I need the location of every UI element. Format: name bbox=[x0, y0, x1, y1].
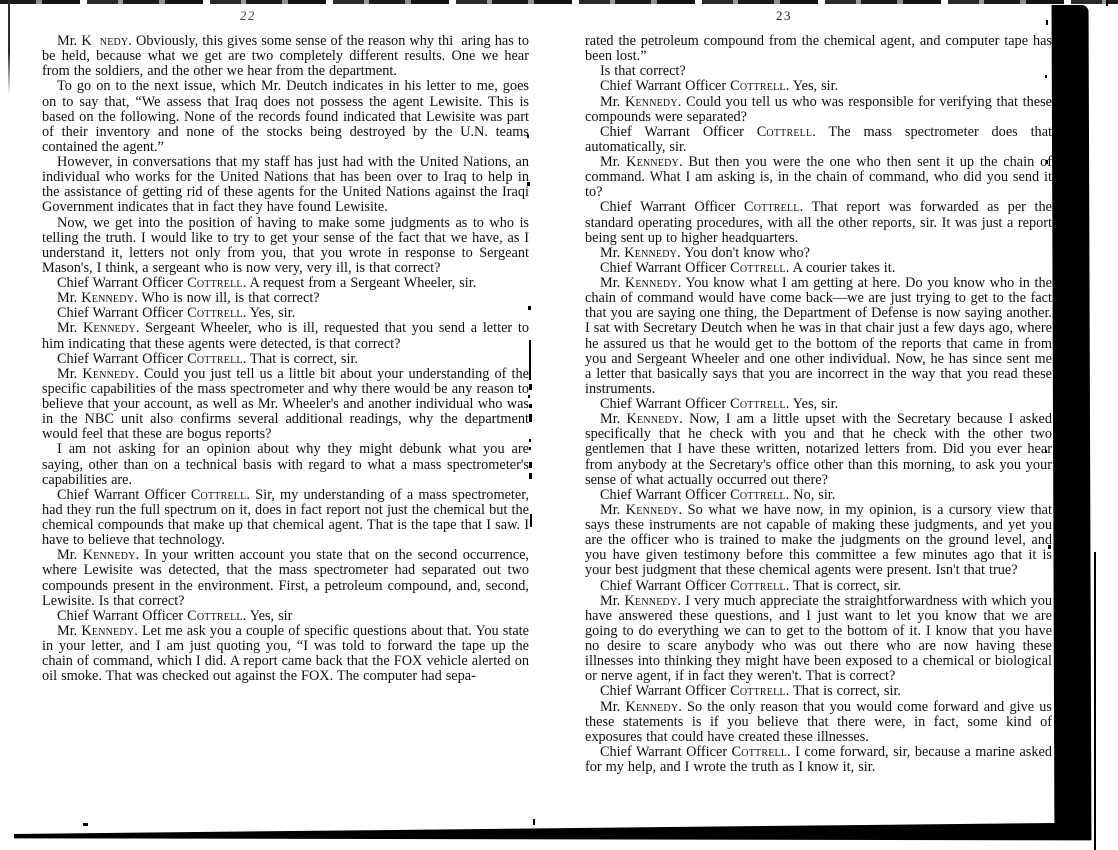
paragraph: Chief Warrant Officer Cottrell. A request from a Sergeant Wheeler, sir. bbox=[57, 275, 477, 291]
speaker-name: Cottrell bbox=[730, 396, 786, 412]
paragraph: Chief Warrant Officer Cottrell. A courier takes it. bbox=[600, 259, 896, 276]
paragraph: Mr. Kennedy. I very much appreciate the straightforwardness with which you have answered these questions, and I just want to let you know that we are going to do everything we can to get to the bottom of it. I know that you have no desire to scare anybody who was out there who are now having these illnesses into thinking they might have been exposed to a chemical or biological or nerve agent, if in fact they weren't. That is correct? bbox=[585, 592, 1053, 685]
paragraph: Chief Warrant Officer Cottrell. Yes, sir. bbox=[600, 78, 839, 95]
scan-artifact bbox=[529, 404, 532, 408]
paragraph: Now, we get into the position of having to make some judgments as to who is telling the truth. I would like to try to get your sense of the fact that we have, as I understand it, letters not only from you, that you wrote in response to Sergeant Mason's, I think, a sergeant who is now very, very ill, is that correct? bbox=[42, 214, 529, 276]
paragraph: Mr. Kennedy. You know what I am getting at here. Do you know who in the chain of command would have come back—we are just trying to get to the fact that you are saying one thing, the Department of Defense is now saying another. I sat with Secretary Deutch when he was in that chair just a few days ago, where he assured us that he would get to the bottom of the reports that came in from you and Sergeant Wheeler and one other individual. Now, he has since sent me a letter that basically says that you are incorrect in the way that you read these instruments. bbox=[585, 275, 1052, 397]
speaker-name: Cottrell bbox=[730, 486, 786, 503]
paragraph: Chief Warrant Officer Cottrell. Yes, sir. bbox=[57, 305, 296, 322]
scan-artifact bbox=[1106, 0, 1108, 6]
scan-artifact bbox=[529, 340, 531, 380]
scan-top-edge-artifact bbox=[0, 0, 1118, 4]
scan-artifact bbox=[529, 462, 532, 468]
page-23-text-column bbox=[585, 34, 1052, 775]
paragraph: Mr. Kennedy. So the only reason that you would come forward and give us these statements is if you believe that there were, in fact, some kind of exposures that could have created these illnesses. bbox=[585, 698, 1052, 745]
paragraph: Mr. Kennedy. You don't know who? bbox=[600, 244, 810, 261]
speaker-name: Kennedy bbox=[624, 244, 678, 261]
paragraph: Chief Warrant Officer Cottrell. No, sir. bbox=[600, 486, 836, 503]
speaker-name: Cottrell bbox=[187, 305, 243, 322]
scan-artifact bbox=[83, 823, 88, 826]
scan-bottom-bar-artifact bbox=[14, 822, 1091, 841]
speaker-name: Cottrell bbox=[730, 577, 786, 594]
speaker-name: Kennedy bbox=[624, 592, 678, 609]
scan-artifact bbox=[530, 514, 532, 527]
speaker-name: Cottrell bbox=[731, 743, 788, 760]
speaker-name: Kennedy bbox=[624, 275, 678, 291]
scan-artifact bbox=[1046, 20, 1048, 25]
speaker-name: Cottrell bbox=[187, 275, 243, 291]
speaker-name: Cottrell bbox=[187, 350, 243, 367]
paragraph: Mr. Kennedy. Could you just tell us a little bit about your understanding of the specific capabilities of the mass spectrometer and why there would be any reason to believe that your account, as well as Mr. Wheeler's and another individual who was in the NBC unit also confirms several additional readings, why the department would feel that these are bogus reports? bbox=[42, 365, 529, 443]
page-number-22: 22 bbox=[239, 8, 258, 23]
paragraph: However, in conversations that my staff has just had with the United Nations, an individual who works for the United Nations that has been over to Iraq to help in the assistance of getting rid of these agents for the United Nations against the Iraqi Government indicates that in fact they have found Lewisite. bbox=[42, 154, 529, 216]
paragraph: Mr. Kennedy. So what we have now, in my opinion, is a cursory view that says these instruments are not capable of making these judgments, and yet you are the officer who is trained to make the judgments on the ground level, and you have given testimony before this committee a few minutes ago that it is your best judgment that these chemical agents were present. Isn't that true? bbox=[585, 501, 1052, 579]
paragraph: Mr. Kennedy. In your written account you state that on the second occurrence, where Lewisite was detected, that the mass spectrometer had separated out two compounds present in the environment. First, a petroleum compound, and, second, Lewisite. Is that correct? bbox=[42, 547, 529, 609]
scan-artifact bbox=[533, 819, 535, 825]
scan-artifact bbox=[529, 384, 532, 390]
speaker-name: Cottrell bbox=[743, 199, 800, 216]
speaker-name: nedy bbox=[99, 33, 129, 49]
speaker-name: Kennedy bbox=[624, 93, 678, 110]
speaker-name: Kennedy bbox=[81, 290, 135, 307]
scan-artifact bbox=[529, 439, 531, 442]
scan-left-edge-artifact bbox=[8, 0, 10, 95]
speaker-name: Cottrell bbox=[730, 259, 786, 276]
paragraph: Chief Warrant Officer Cottrell. The mass spectrometer does that automatically, sir. bbox=[585, 123, 1053, 155]
paragraph: Chief Warrant Officer Cottrell. That is correct, sir. bbox=[600, 577, 901, 594]
speaker-name: Kennedy bbox=[625, 501, 679, 518]
paragraph: To go on to the next issue, which Mr. Deutch indicates in his letter to me, goes on to say that, “We assess that Iraq does not possess the agent Lewisite. This is based on the following. None of the records found indicated that Lewisite was part of their inventory and none of the stocks being destroyed by the U.N. teams contained the agent.” bbox=[42, 78, 529, 155]
paragraph: Mr. Kennedy. Who is now ill, is that correct? bbox=[57, 290, 320, 307]
scan-binding-bar-artifact bbox=[1052, 5, 1092, 840]
speaker-name: Kennedy bbox=[81, 622, 135, 639]
speaker-name: Kennedy bbox=[82, 547, 136, 564]
scan-artifact bbox=[529, 414, 532, 422]
paragraph: Mr. Kennedy. Now, I am a little upset with the Secretary because I asked specifically that he check with you and that he check with the other two gentlemen that I have these written, notarized letters from. Did you ever hear from anybody at the Secretary's office other than this morning, to ask you your sense of what actually occurred out there? bbox=[585, 411, 1052, 488]
speaker-name: Kennedy bbox=[625, 698, 679, 715]
page-22-text-column bbox=[42, 34, 529, 684]
scan-artifact bbox=[529, 447, 531, 450]
speaker-name: Kennedy bbox=[82, 365, 136, 382]
paragraph: Chief Warrant Officer Cottrell. That report was forwarded as per the standard operating procedures, with all the other reports, sir. It was just a report being sent up to higher headquarters. bbox=[585, 199, 1052, 246]
speaker-name: Cottrell bbox=[187, 607, 243, 624]
speaker-name: Kennedy bbox=[626, 154, 679, 170]
paragraph: I am not asking for an opinion about why they might debunk what you are saying, other than on a technical basis with regard to what a mass spectrometer's capabilities are. bbox=[42, 441, 529, 488]
speaker-name: Cottrell bbox=[756, 123, 813, 140]
scan-artifact bbox=[529, 473, 532, 479]
speaker-name: Cottrell bbox=[190, 486, 247, 503]
speaker-name: Cottrell bbox=[730, 78, 786, 95]
paragraph: Mr. Kennedy. But then you were the one who then sent it up the chain of command. What I am asking is, in the chain of command, who did you send it to? bbox=[585, 154, 1052, 201]
paragraph: Is that correct? bbox=[600, 63, 686, 80]
page-number-23: 23 bbox=[776, 8, 792, 23]
paragraph: Mr. Kennedy. Could you tell us who was responsible for verifying that these compounds were separated? bbox=[585, 93, 1052, 125]
paragraph: rated the petroleum compound from the chemical agent, and computer tape has been lost.” bbox=[585, 33, 1052, 65]
speaker-name: Kennedy bbox=[626, 411, 680, 428]
paragraph: Chief Warrant Officer Cottrell. That is correct, sir. bbox=[600, 683, 901, 700]
speaker-name: Cottrell bbox=[730, 683, 786, 700]
paragraph: Chief Warrant Officer Cottrell. That is correct, sir. bbox=[57, 350, 358, 367]
paragraph: Mr. K nedy. Obviously, this gives some sense of the reason why thi aring has to be held, because what we get are two completely different results. One we hear from the soldiers, and the other we hear from the department. bbox=[42, 33, 529, 80]
speaker-name: Kennedy bbox=[82, 320, 136, 337]
paragraph: Chief Warrant Officer Cottrell. I come forward, sir, because a marine asked for my help, and I wrote the truth as I know it, sir. bbox=[585, 743, 1053, 775]
paragraph: Chief Warrant Officer Cottrell. Yes, sir bbox=[57, 607, 293, 624]
paragraph: Chief Warrant Officer Cottrell. Yes, sir. bbox=[600, 396, 839, 412]
paragraph: Mr. Kennedy. Sergeant Wheeler, who is ill, requested that you send a letter to him indicating that these agents were detected, is that correct? bbox=[42, 320, 529, 352]
paragraph: Chief Warrant Officer Cottrell. Sir, my understanding of a mass spectrometer, had they run the full spectrum on it, does in fact report not just the chemical but the chemical compounds that make up that chemical agent. That is the tape that I saw. I have to believe that technology. bbox=[42, 486, 530, 549]
paragraph: Mr. Kennedy. Let me ask you a couple of specific questions about that. You state in your letter, and I am just quoting you, “I was told to forward the tape up the chain of command, which I did. A report came back that the FOX vehicle alerted on oil smoke. That was checked out against the FOX. The computer had sepa- bbox=[42, 622, 529, 685]
scan-right-line-artifact bbox=[1094, 552, 1096, 850]
